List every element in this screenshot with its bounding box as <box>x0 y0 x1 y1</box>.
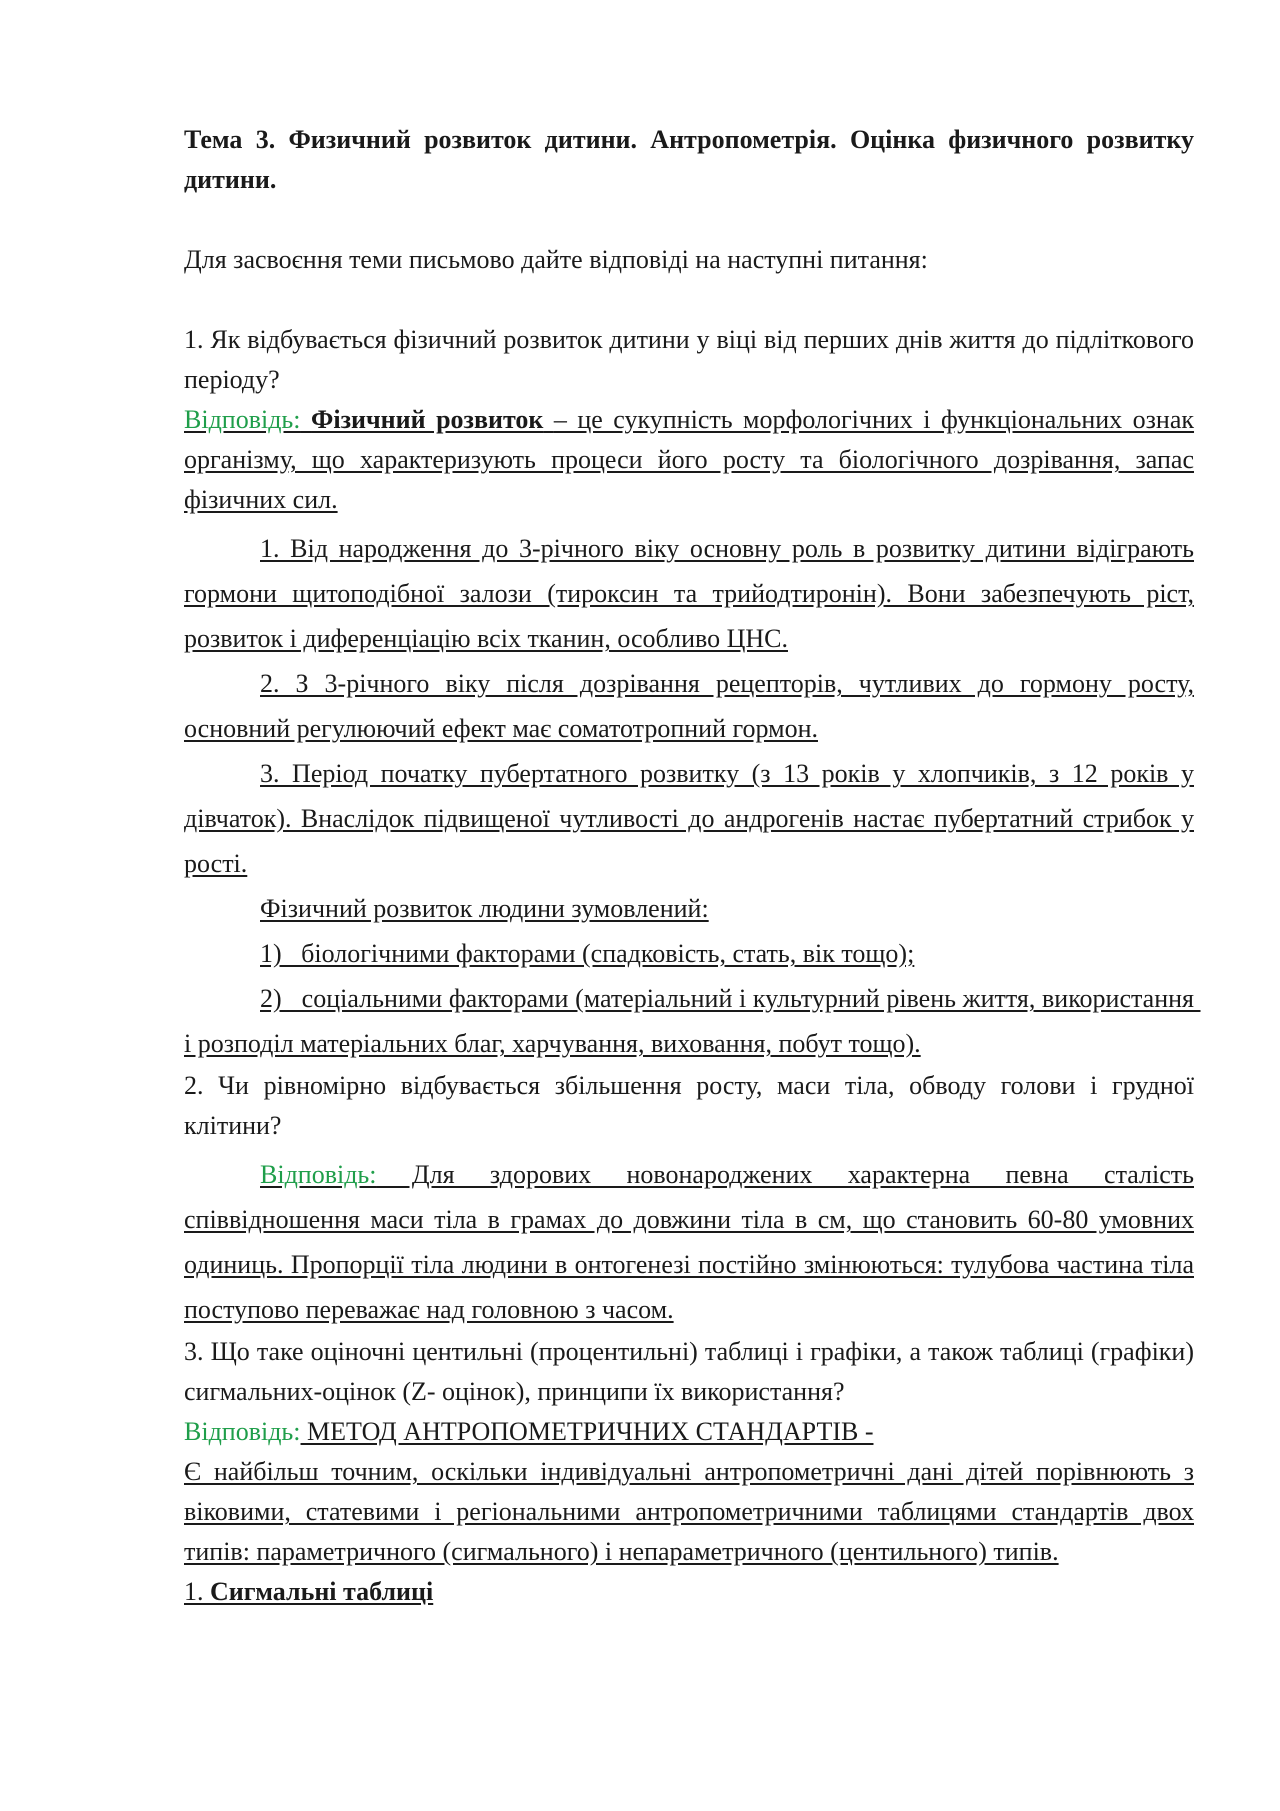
answer-1-definition: – це сукупність морфологічних і функціональних ознак організму, що характеризують процеси його росту та біологічного дозрівання, запас фізичних сил. <box>184 405 1195 514</box>
answer-1-paragraph-1: 1. Від народження до 3-річного віку основну роль в розвитку дитини відіграють гормони щитоподібної залози (тироксин та трийодтиронін). Вони забезпечують ріст, розвиток і диференціацію всіх тканин, особливо ЦНС. <box>184 534 1194 653</box>
answer-3-heading: МЕТОД АНТРОПОМЕТРИЧНИХ СТАНДАРТІВ - <box>300 1417 874 1446</box>
answer-1-paragraph-5 <box>184 931 1194 976</box>
answer-1 <box>184 400 1194 520</box>
answer-3-label: Відповідь: <box>184 1417 301 1446</box>
answer-2 <box>184 1152 1194 1332</box>
answer-2-label: Відповідь: <box>260 1160 377 1189</box>
answer-1-label: Відповідь: <box>184 405 301 434</box>
answer-1-paragraph-4: Фізичний розвиток людини зумовлений: <box>260 894 709 923</box>
answer-3-heading-line <box>184 1412 1194 1452</box>
answer-1-list-item-1: 1) біологічними факторами (спадковість, стать, вік тощо); <box>260 939 915 968</box>
answer-1-paragraph-3: 3. Період початку пубертатного розвитку (з 13 років у хлопчиків, з 12 років у дівчаток). Внаслідок підвищеної чутливості до андрогенів настає пубертатний стрибок у рості. <box>184 759 1194 878</box>
question-2: 2. Чи рівномірно відбувається збільшення росту, маси тіла, обводу голови і грудної клітини? <box>184 1071 1194 1140</box>
answer-3-text: Є найбільш точним, оскільки індивідуальні антропометричні дані дітей порівнюють з віковими, статевими і регіональними антропометричними таблицями стандартів двох типів: параметричного (сигмального) і непараметричного (центильного) типів. <box>184 1457 1194 1566</box>
answer-1-term: Фізичний розвиток <box>311 405 544 434</box>
answer-3-item-1 <box>184 1572 1194 1612</box>
answer-3-item-title: Сигмальні таблиці <box>210 1577 434 1606</box>
question-1: 1. Як відбувається фізичний розвиток дитини у віці від перших днів життя до підліткового періоду? <box>184 325 1194 394</box>
answer-2-text: Для здорових новонароджених характерна певна сталість співвідношення маси тіла в грамах до довжини тіла в см, що становить 60-80 умовних одиниць. Пропорції тіла людини в онтогенезі постійно змінюються: тулубова частина тіла поступово переважає над головною з часом. <box>184 1160 1194 1324</box>
answer-1-list-item-2: 2) соціальними факторами (матеріальний і культурний рівень життя, використання і розподіл матеріальних благ, харчування, виховання, побут тощо). <box>184 984 1201 1058</box>
intro-text: Для засвоєння теми письмово дайте відповіді на наступні питання: <box>184 245 928 274</box>
answer-1-paragraph-6 <box>184 976 1201 1066</box>
answer-1-paragraph-2: 2. З 3-річного віку після дозрівання рецепторів, чутливих до гормону росту, основний регулюючий ефект має соматотропний гормон. <box>184 669 1194 743</box>
question-3: 3. Що таке оціночні центильні (процентильні) таблиці і графіки, а також таблиці (графіки) сигмальних-оцінок (Z- оцінок), принципи їх використання? <box>184 1337 1194 1406</box>
answer-3-item-number: 1. <box>184 1577 210 1606</box>
document-title: Тема 3. Физичний розвиток дитини. Антропометрія. Оцінка физичного розвитку дитини. <box>184 125 1194 194</box>
